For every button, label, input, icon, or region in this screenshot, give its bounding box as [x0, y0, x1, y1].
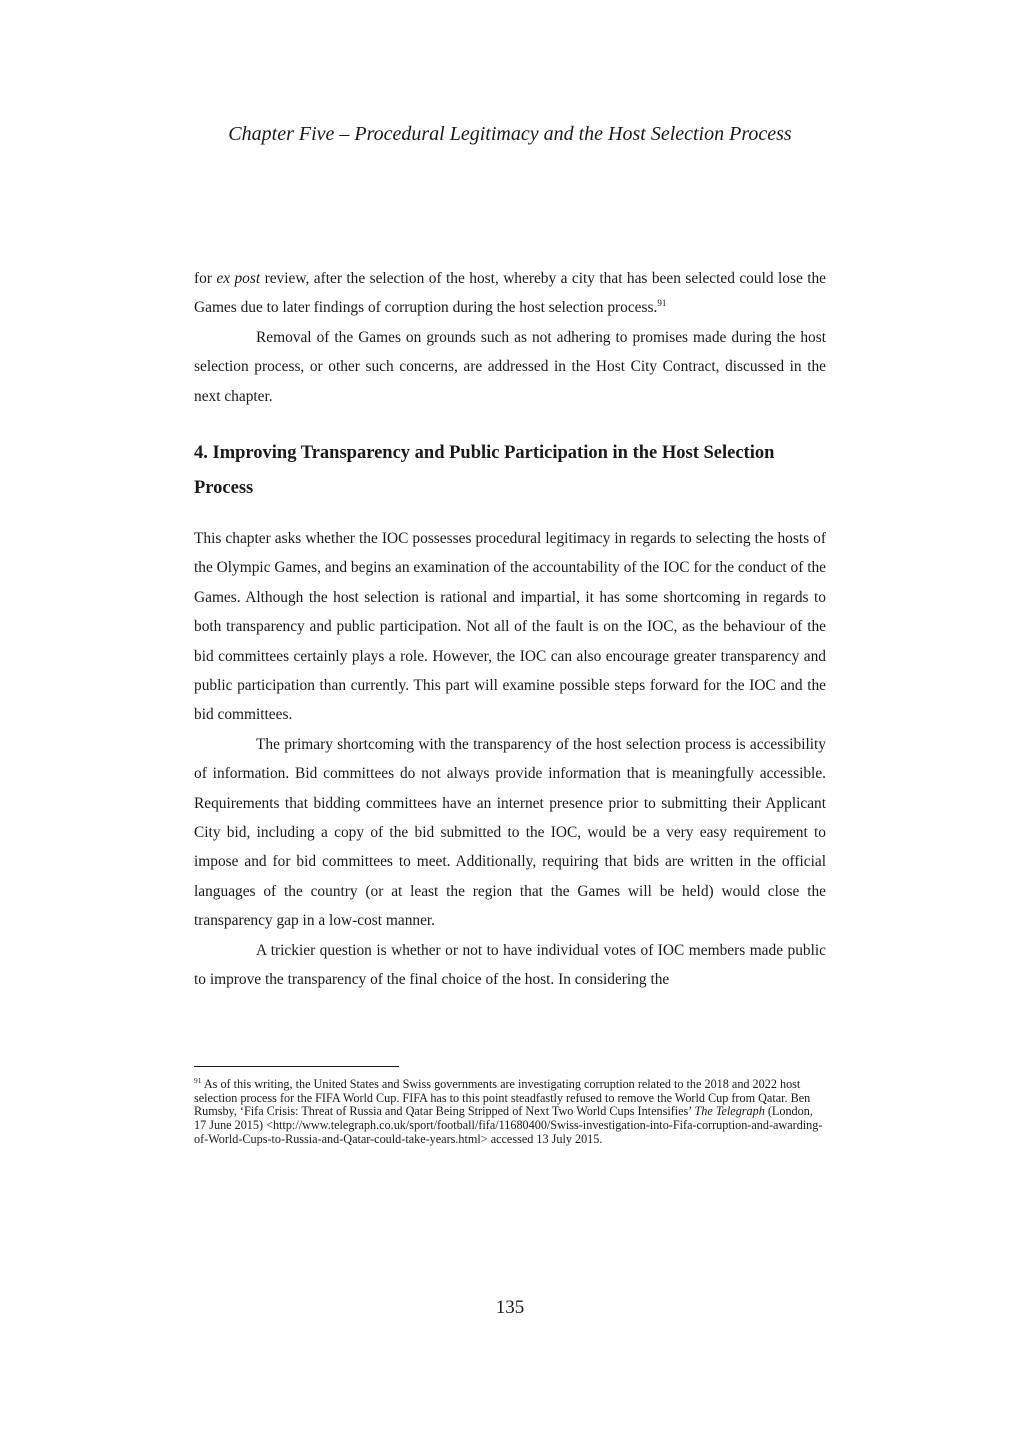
running-head: Chapter Five – Procedural Legitimacy and the Host Selection Process — [228, 123, 792, 145]
footnote-text: As of this writing, the United States and Swiss governments are investigating corruption related to the 2018 and 2022 host selection process for the FIFA World Cup. FIFA has to this point steadfastly refused to remove the World Cup from Qatar. Ben Rumsby, ‘Fifa Crisis: Threat of Russia and Qatar Being Stripped of Next Two World Cups Intensifies’ — [194, 1077, 811, 1119]
paragraph-ex-post — [194, 264, 826, 323]
section-heading: 4. Improving Transparency and Public Participation in the Host Selection Process — [194, 443, 775, 498]
footnote-reference[interactable]: 91 — [657, 298, 667, 309]
footnote-italic: The Telegraph — [694, 1104, 765, 1119]
paragraph-trickier-question: A trickier question is whether or not to have individual votes of IOC members made public to improve the transparency of the final choice of the host. In considering the — [194, 941, 826, 989]
paragraph-text: for — [194, 270, 217, 287]
footnote-separator — [194, 1066, 399, 1067]
italic-term: ex post — [216, 270, 261, 287]
paragraph-chapter-question: This chapter asks whether the IOC possesses procedural legitimacy in regards to selecting the hosts of the Olympic Games, and begins an examination of the accountability of the IOC for the conduct of the Games. Although the host selection is rational and impartial, it has some shortcoming in regards to both transparency and public participation. Not all of the fault is on the IOC, as the behaviour of the bid committees certainly plays a role. However, the IOC can also encourage greater transparency and public participation than currently. This part will examine possible steps forward for the IOC and the bid committees. — [194, 530, 826, 724]
paragraph-text: review, after the selection of the host, whereby a city that has been selected could lose the Games due to later findings of corruption during the host selection process. — [194, 270, 827, 317]
paragraph-primary-shortcoming: The primary shortcoming with the transparency of the host selection process is accessibility of information. Bid committees do not always provide information that is meaningfully accessible. Requirements that bidding committees have an internet presence prior to submitting their Applicant City bid, including a copy of the bid submitted to the IOC, would be a very easy requirement to impose and for bid committees to meet. Additionally, requiring that bids are written in the official languages of the country (or at least the region that the Games will be held) would close the transparency gap in a low-cost manner. — [194, 735, 826, 930]
footnote-number: 91 — [194, 1075, 202, 1085]
paragraph-removal: Removal of the Games on grounds such as not adhering to promises made during the host selection process, or other such concerns, are addressed in the Host City Contract, discussed in the next chapter. — [194, 328, 826, 405]
body-text-top — [194, 264, 826, 411]
body-text-main — [194, 524, 826, 995]
page-number: 135 — [495, 1297, 525, 1318]
footnote-text: (London, 17 June 2015) <http://www.telegraph.co.uk/sport/football/fifa/11680400/Swiss-investigation-into-Fifa-corruption-and-awarding-of-World-Cups-to-Russia-and-Qatar-could-take-years.html> accessed 13 July 2015. — [194, 1104, 823, 1146]
footnote-91 — [194, 1075, 826, 1147]
